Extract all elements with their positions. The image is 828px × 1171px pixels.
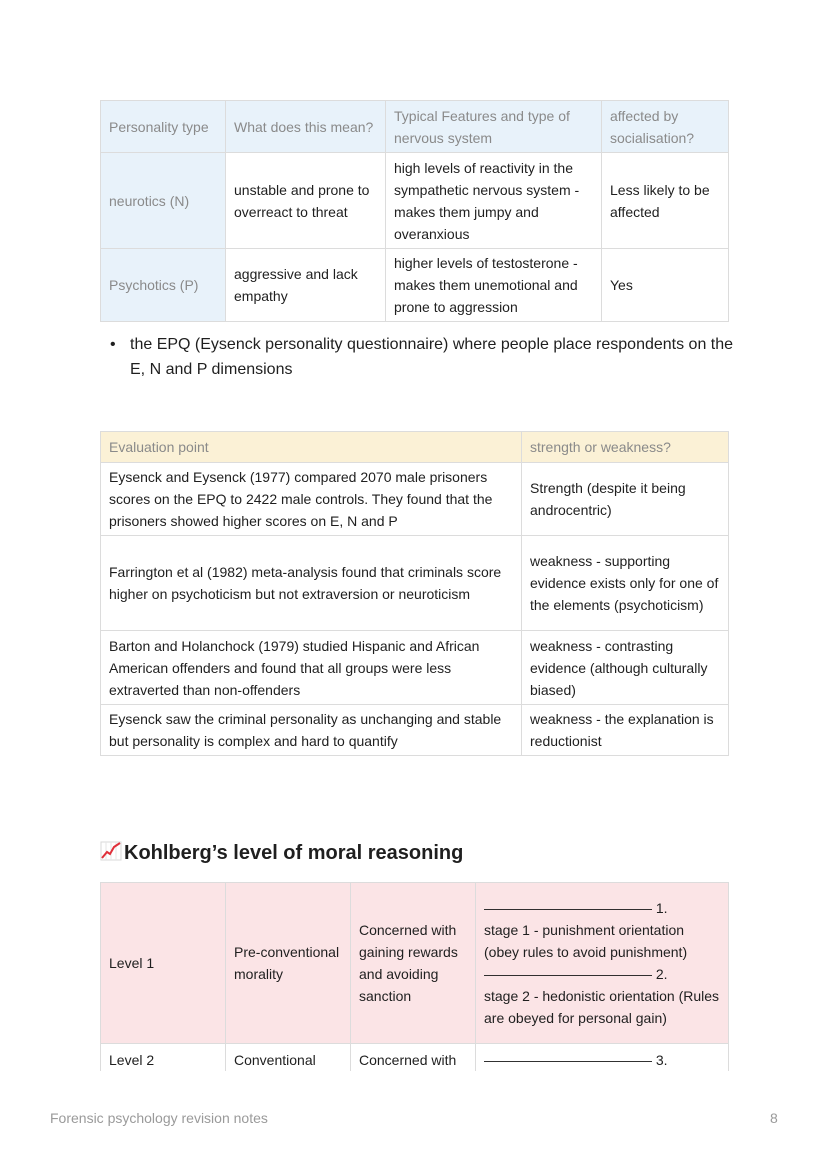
table-row bbox=[101, 705, 729, 756]
table-row bbox=[101, 631, 729, 705]
table-row bbox=[101, 536, 729, 631]
row-header-cell: Psychotics (P) bbox=[101, 249, 226, 322]
bullet-item bbox=[110, 332, 750, 382]
page-number: 8 bbox=[770, 1110, 778, 1126]
table-cell: Less likely to be affected bbox=[602, 153, 729, 249]
table-row bbox=[101, 463, 729, 536]
stage-text: stage 1 - punishment orientation (obey rules to avoid punishment) bbox=[484, 922, 688, 960]
strength-weakness-cell: weakness - the explanation is reductionist bbox=[522, 705, 729, 756]
section-heading bbox=[100, 841, 463, 867]
concern-cell: Concerned with gaining rewards and avoiding sanction bbox=[351, 883, 476, 1044]
stages-cell bbox=[476, 883, 729, 1044]
table-cell: Yes bbox=[602, 249, 729, 322]
evaluation-table bbox=[100, 431, 729, 756]
header-cell: Personality type bbox=[101, 101, 226, 153]
evaluation-point-cell: Farrington et al (1982) meta-analysis found that criminals score higher on psychoticism but not extraversion or neuroticism bbox=[101, 536, 522, 631]
strength-weakness-cell: weakness - contrasting evidence (although culturally biased) bbox=[522, 631, 729, 705]
personality-types-table bbox=[100, 100, 729, 322]
level-cell: Level 2 bbox=[101, 1044, 226, 1084]
concern-cell: Concerned with bbox=[351, 1044, 476, 1084]
evaluation-point-cell: Eysenck saw the criminal personality as unchanging and stable but personality is complex and hard to quantify bbox=[101, 705, 522, 756]
bullet-text: the EPQ (Eysenck personality questionnaire) where people place respondents on the E, N and P dimensions bbox=[130, 336, 734, 378]
stage-divider: ———————————— 1. bbox=[484, 900, 668, 916]
table-header-row bbox=[101, 101, 729, 153]
strength-weakness-cell: weakness - supporting evidence exists only for one of the elements (psychoticism) bbox=[522, 536, 729, 631]
level-name-cell: Conventional bbox=[226, 1044, 351, 1084]
table-row bbox=[101, 153, 729, 249]
table-cell: unstable and prone to overreact to threat bbox=[226, 153, 386, 249]
row-header-cell: neurotics (N) bbox=[101, 153, 226, 249]
stage-divider: ———————————— 3. bbox=[484, 1052, 668, 1068]
table-cell: higher levels of testosterone - makes them unemotional and prone to aggression bbox=[386, 249, 602, 322]
heading-text: Kohlberg’s level of moral reasoning bbox=[124, 842, 464, 864]
table-header-row bbox=[101, 432, 729, 463]
strength-weakness-cell: Strength (despite it being androcentric) bbox=[522, 463, 729, 536]
level-name-cell: Pre-conventional morality bbox=[226, 883, 351, 1044]
page-break-mask bbox=[99, 1071, 739, 1091]
header-cell: strength or weakness? bbox=[522, 432, 729, 463]
evaluation-point-cell: Eysenck and Eysenck (1977) compared 2070 male prisoners scores on the EPQ to 2422 male controls. They found that the prisoners showed higher scores on E, N and P bbox=[101, 463, 522, 536]
level-cell: Level 1 bbox=[101, 883, 226, 1044]
bullet-dot: • bbox=[110, 336, 116, 353]
table-row bbox=[101, 249, 729, 322]
header-cell: Evaluation point bbox=[101, 432, 522, 463]
table-cell: high levels of reactivity in the sympathetic nervous system - makes them jumpy and overanxious bbox=[386, 153, 602, 249]
kohlberg-table bbox=[100, 882, 729, 1084]
footer-title: Forensic psychology revision notes bbox=[50, 1110, 268, 1126]
table-cell: aggressive and lack empathy bbox=[226, 249, 386, 322]
evaluation-point-cell: Barton and Holanchock (1979) studied Hispanic and African American offenders and found that all groups were less extraverted than non-offenders bbox=[101, 631, 522, 705]
stage-divider: ———————————— 2. bbox=[484, 966, 668, 982]
header-cell: Typical Features and type of nervous system bbox=[386, 101, 602, 153]
header-cell: What does this mean? bbox=[226, 101, 386, 153]
stage-text: stage 2 - hedonistic orientation (Rules are obeyed for personal gain) bbox=[484, 988, 720, 1026]
table-row bbox=[101, 883, 729, 1044]
header-cell: affected by socialisation? bbox=[602, 101, 729, 153]
chart-increasing-icon bbox=[100, 841, 122, 867]
